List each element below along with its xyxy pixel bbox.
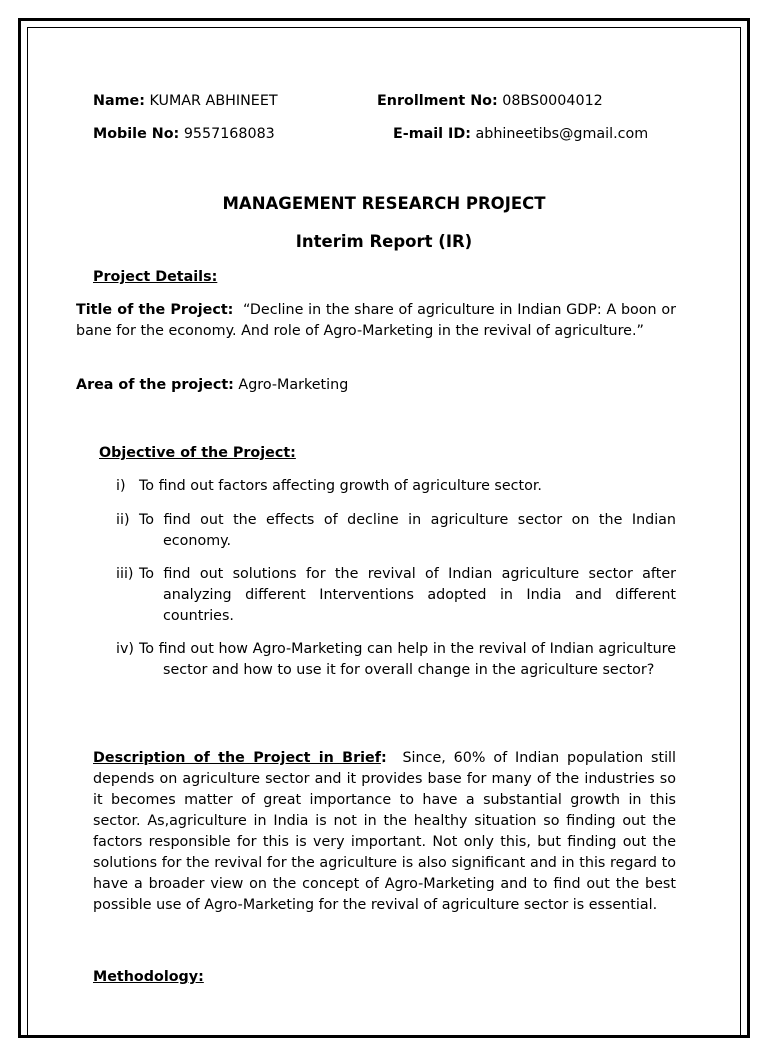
project-title-value: “Decline in the share of agriculture in Indian GDP: A boon or bane for the economy. And role of Agro-Marketing in the revival of agriculture.” bbox=[76, 302, 677, 339]
enrollment-field bbox=[377, 91, 603, 112]
project-details-heading: Project Details: bbox=[93, 269, 218, 285]
list-item: To find out factors affecting growth of agriculture sector. bbox=[139, 478, 542, 494]
name-label: Name: bbox=[93, 93, 145, 109]
name-value: KUMAR ABHINEET bbox=[149, 93, 278, 109]
area-label: Area of the project: bbox=[76, 377, 234, 393]
document-subtitle: Interim Report (IR) bbox=[295, 232, 473, 251]
mobile-value: 9557168083 bbox=[183, 126, 275, 142]
list-item-number: iii) bbox=[116, 566, 134, 582]
list-item-text: To find out the effects of decline in agriculture sector on the Indian economy. bbox=[139, 512, 676, 549]
description-paragraph bbox=[93, 748, 676, 916]
list-item-text: To find out solutions for the revival of Indian agriculture sector after analyzing different Interventions adopted in India and different countries. bbox=[139, 566, 676, 624]
description-label: Description of the Project in Brief bbox=[93, 750, 381, 766]
list-item-number: ii) bbox=[116, 512, 130, 528]
list-item bbox=[139, 510, 676, 552]
mobile-label: Mobile No: bbox=[93, 126, 180, 142]
objective-heading: Objective of the Project: bbox=[99, 445, 296, 461]
email-value: abhineetibs@gmail.com bbox=[475, 126, 649, 142]
methodology-heading: Methodology: bbox=[93, 969, 204, 985]
document-title: MANAGEMENT RESEARCH PROJECT bbox=[222, 194, 546, 213]
description-colon: : bbox=[380, 750, 387, 766]
name-field bbox=[93, 91, 278, 112]
email-label: E-mail ID: bbox=[393, 126, 471, 142]
enrollment-label: Enrollment No: bbox=[377, 93, 498, 109]
description-text: Since, 60% of Indian population still depends on agriculture sector and it provides base for many of the industries so it becomes matter of great importance to have a substantial growth in this sector. As,agriculture in India is not in the healthy situation so finding out the factors responsible for this is very important. Not only this, but finding out the solutions for the revival for the agriculture is also significant and in this regard to have a broader view on the concept of Agro-Marketing and to find out the best possible use of Agro-Marketing for the revival of agriculture sector is essential. bbox=[93, 750, 676, 913]
list-item-text: To find out how Agro-Marketing can help in the revival of Indian agriculture sector and how to use it for overall change in the agriculture sector? bbox=[139, 641, 676, 678]
project-title-label: Title of the Project: bbox=[76, 302, 234, 318]
enrollment-value: 08BS0004012 bbox=[502, 93, 603, 109]
list-item bbox=[139, 639, 676, 681]
list-item-number: i) bbox=[116, 478, 126, 494]
area-field bbox=[76, 375, 348, 396]
area-value: Agro-Marketing bbox=[238, 377, 349, 393]
mobile-field bbox=[93, 124, 275, 145]
project-title-paragraph bbox=[76, 300, 676, 342]
list-item bbox=[139, 564, 676, 627]
email-field bbox=[393, 124, 648, 145]
list-item-number: iv) bbox=[116, 641, 135, 657]
